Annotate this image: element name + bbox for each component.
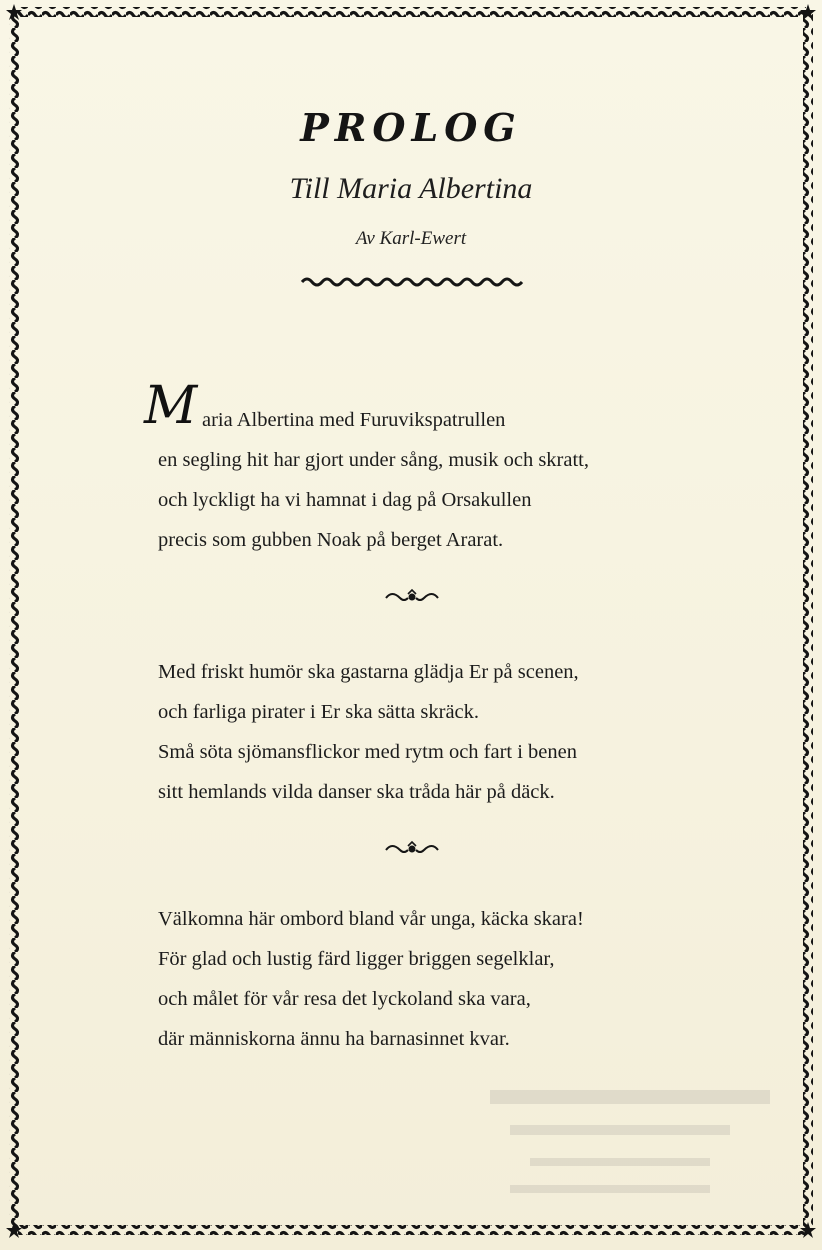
stanza-1 (144, 376, 758, 560)
drop-cap: M (144, 376, 198, 436)
poem-line: Välkomna här ombord bland vår unga, käcka skara! (158, 908, 584, 930)
flourish-ornament-icon (382, 840, 442, 860)
wavy-rule-icon (300, 275, 530, 289)
poem-line: precis som gubben Noak på berget Ararat. (158, 529, 504, 551)
page-subtitle: Till Maria Albertina (289, 172, 533, 205)
page-title: PROLOG (300, 105, 522, 150)
poem-line: där människorna ännu ha barnasinnet kvar. (158, 1028, 510, 1050)
bleed-through-texture (470, 1080, 790, 1220)
flourish-ornament-icon (382, 588, 442, 608)
poem-line: Med friskt humör ska gastarna glädja Er på scenen, (158, 661, 579, 683)
poem-line: Små söta sjömansflickor med rytm och fart i benen (158, 741, 578, 763)
poem-line: och farliga pirater i Er ska sätta skräck. (158, 701, 480, 723)
stanza-2 (158, 652, 758, 812)
stanza-3 (158, 899, 758, 1059)
poem-line: För glad och lustig färd ligger briggen segelklar, (158, 948, 555, 970)
poem-line: sitt hemlands vilda danser ska tråda här på däck. (158, 781, 555, 803)
poem-line: och lyckligt ha vi hamnat i dag på Orsakullen (158, 489, 532, 511)
poem-line: och målet för vår resa det lyckoland ska vara, (158, 988, 531, 1010)
poem-line: aria Albertina med Furuvikspatrullen (202, 409, 506, 431)
author-line: Av Karl-Ewert (355, 228, 467, 249)
poem-line: en segling hit har gjort under sång, musik och skratt, (158, 449, 589, 471)
